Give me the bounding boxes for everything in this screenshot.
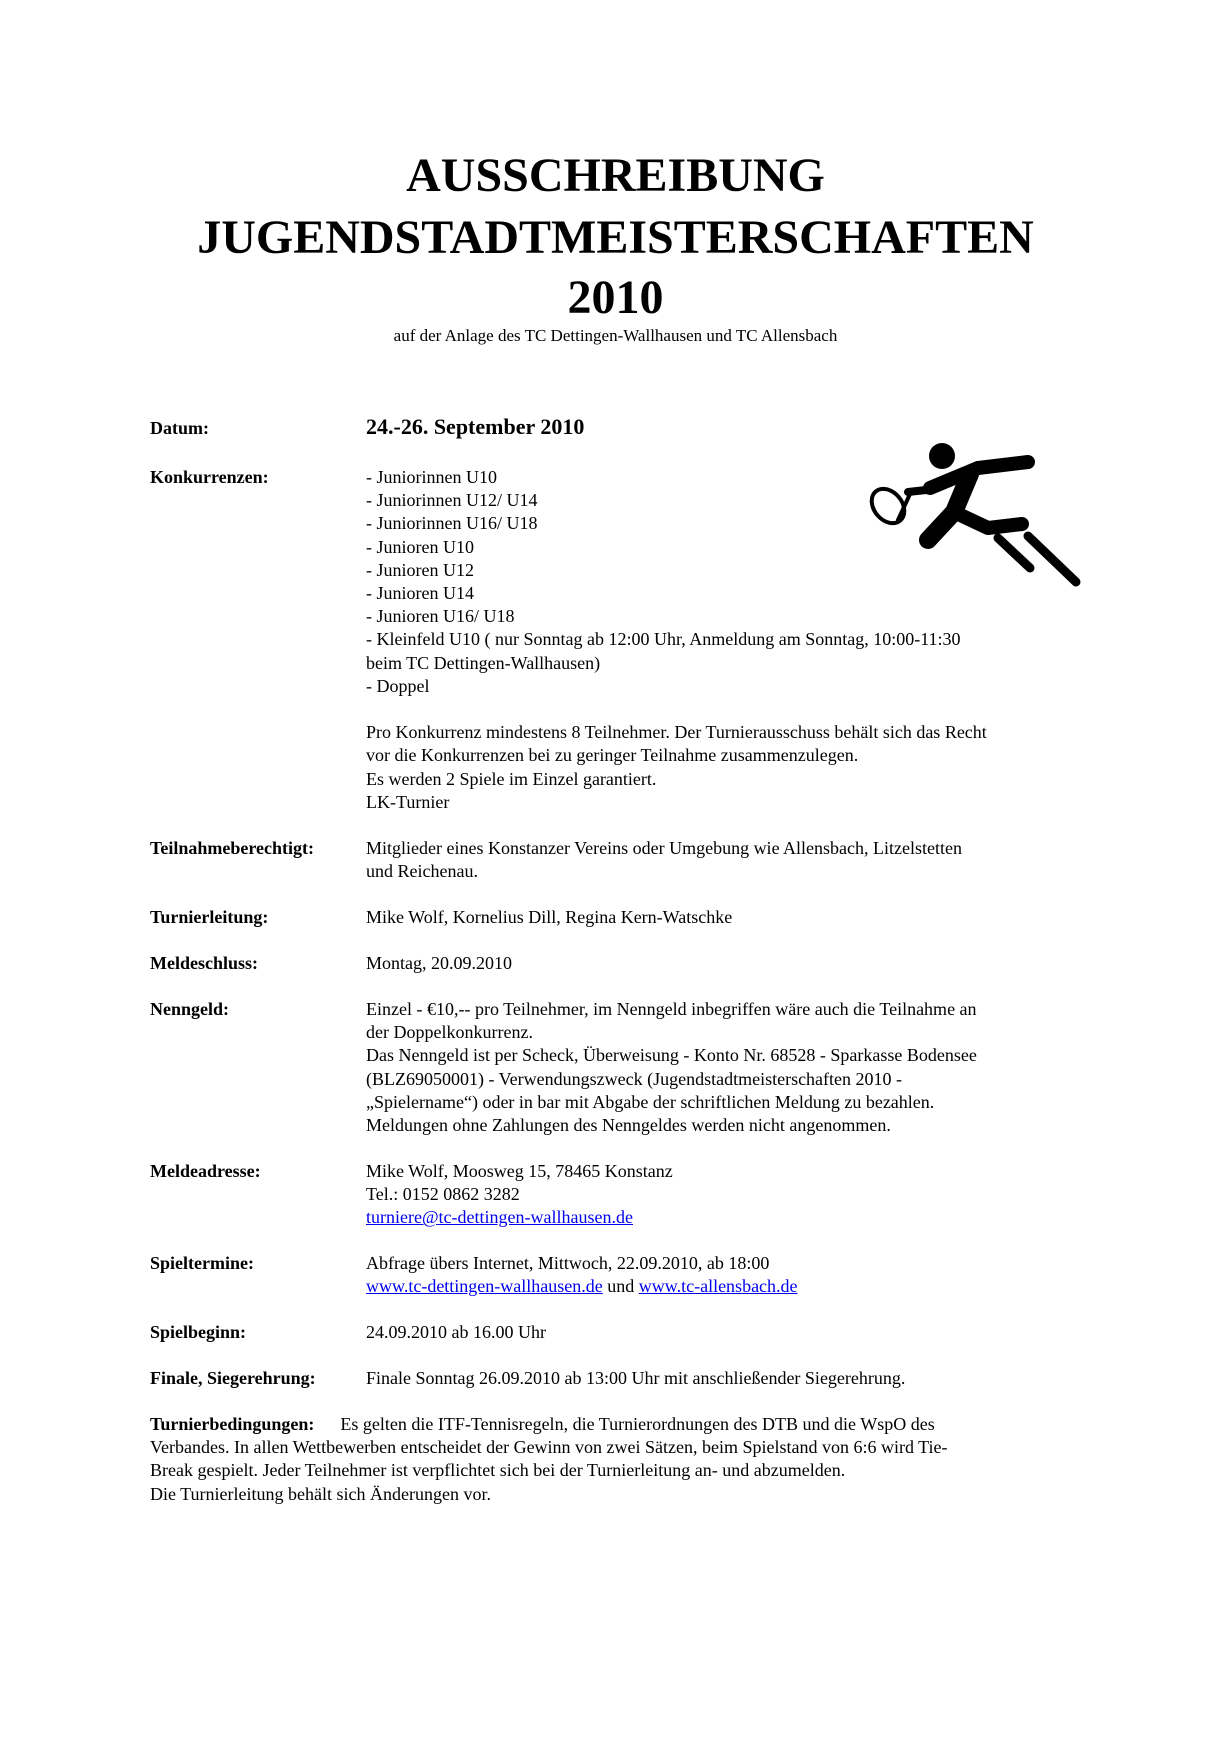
connector-text: und xyxy=(602,1276,639,1297)
spielbeginn-value: 24.09.2010 ab 16.00 Uhr xyxy=(366,1322,546,1342)
list-item: - Juniorinnen U10 xyxy=(366,467,497,487)
text-line: Das Nenngeld ist per Scheck, Überweisung - Konto Nr. 68528 - Sparkasse Bodensee xyxy=(366,1045,977,1066)
list-item: - Junioren U10 xyxy=(366,536,474,557)
datum-label: Datum: xyxy=(150,418,209,438)
datum-value: 24.-26. September 2010 xyxy=(366,414,585,439)
list-item: - Juniorinnen U16/ U18 xyxy=(366,513,538,534)
spieltermine-value xyxy=(366,1252,1086,1298)
spielbeginn-label: Spielbeginn: xyxy=(150,1322,247,1342)
email-link[interactable]: turniere@tc-dettingen-wallhausen.de xyxy=(366,1207,633,1228)
list-item: - Junioren U14 xyxy=(366,583,474,604)
text-line: Es gelten die ITF-Tennisregeln, die Turnierordnungen des DTB und die WspO des xyxy=(340,1414,935,1434)
phone-line: Tel.: 0152 0862 3282 xyxy=(366,1184,520,1205)
tennis-player-icon xyxy=(868,440,1088,590)
list-item: - Kleinfeld U10 ( nur Sonntag ab 12:00 Uhr, Anmeldung am Sonntag, 10:00-11:30 xyxy=(366,629,961,650)
konkurrenzen-label: Konkurrenzen: xyxy=(150,467,269,487)
list-item: - Doppel xyxy=(366,675,430,696)
spieltermine-label: Spieltermine: xyxy=(150,1253,254,1273)
address-line: Mike Wolf, Moosweg 15, 78465 Konstanz xyxy=(366,1161,673,1181)
text-line: Einzel - €10,-- pro Teilnehmer, im Nenngeld inbegriffen wäre auch die Teilnahme an xyxy=(366,999,977,1019)
allensbach-website-link[interactable]: www.tc-allensbach.de xyxy=(638,1276,798,1297)
turnierleitung-value: Mike Wolf, Kornelius Dill, Regina Kern-Watschke xyxy=(366,907,733,927)
turnierbedingungen-label: Turnierbedingungen: xyxy=(150,1414,315,1434)
note-line: Es werden 2 Spiele im Einzel garantiert. xyxy=(366,768,657,789)
text-line: der Doppelkonkurrenz. xyxy=(366,1022,533,1043)
note-line: LK-Turnier xyxy=(366,791,450,812)
text-line: Break gespielt. Jeder Teilnehmer ist verpflichtet sich bei der Turnierleitung an- und abzumelden. xyxy=(150,1460,846,1481)
title-line-2: JUGENDSTADTMEISTERSCHAFTEN xyxy=(197,211,1034,264)
text-line: Meldungen ohne Zahlungen des Nenngeldes werden nicht angenommen. xyxy=(366,1115,891,1136)
nenngeld-label: Nenngeld: xyxy=(150,999,230,1019)
meldeschluss-value: Montag, 20.09.2010 xyxy=(366,953,512,973)
subtitle: auf der Anlage des TC Dettingen-Wallhausen und TC Allensbach xyxy=(393,326,838,345)
list-item: - Junioren U16/ U18 xyxy=(366,606,515,627)
dettingen-website-link[interactable]: www.tc-dettingen-wallhausen.de xyxy=(366,1276,603,1297)
nenngeld-value xyxy=(366,998,1086,1137)
teilnahme-value xyxy=(366,837,1086,883)
finale-label: Finale, Siegerehrung: xyxy=(150,1368,316,1388)
list-item: - Junioren U12 xyxy=(366,559,474,580)
text-line: und Reichenau. xyxy=(366,861,478,882)
text-line: Die Turnierleitung behält sich Änderungen vor. xyxy=(150,1483,491,1504)
meldeadresse-label: Meldeadresse: xyxy=(150,1161,261,1181)
text-line: Mitglieder eines Konstanzer Vereins oder Umgebung wie Allensbach, Litzelstetten xyxy=(366,838,962,858)
list-item: beim TC Dettingen-Wallhausen) xyxy=(366,652,601,673)
text-line: (BLZ69050001) - Verwendungszweck (Jugendstadtmeisterschaften 2010 - xyxy=(366,1068,903,1089)
note-line: Pro Konkurrenz mindestens 8 Teilnehmer. Der Turnierausschuss behält sich das Recht xyxy=(366,722,987,743)
list-item: - Juniorinnen U12/ U14 xyxy=(366,490,538,511)
text-line: Verbandes. In allen Wettbewerben entscheidet der Gewinn von zwei Sätzen, beim Spielstand von 6:6 wird Tie- xyxy=(150,1437,948,1458)
title-line-1: AUSSCHREIBUNG xyxy=(406,149,825,202)
finale-value: Finale Sonntag 26.09.2010 ab 13:00 Uhr mit anschließender Siegerehrung. xyxy=(366,1368,906,1388)
turnierleitung-label: Turnierleitung: xyxy=(150,907,269,927)
note-line: vor die Konkurrenzen bei zu geringer Teilnahme zusammenzulegen. xyxy=(366,745,859,766)
meldeschluss-label: Meldeschluss: xyxy=(150,953,258,973)
meldeadresse-value xyxy=(366,1160,1086,1230)
text-line: „Spielername“) oder in bar mit Abgabe der schriftlichen Meldung zu bezahlen. xyxy=(366,1091,935,1112)
turnierbedingungen-block xyxy=(150,1413,1080,1506)
teilnahme-label: Teilnahmeberechtigt: xyxy=(150,838,314,858)
text-line: Abfrage übers Internet, Mittwoch, 22.09.2010, ab 18:00 xyxy=(366,1253,770,1273)
title-line-3: 2010 xyxy=(567,271,664,324)
